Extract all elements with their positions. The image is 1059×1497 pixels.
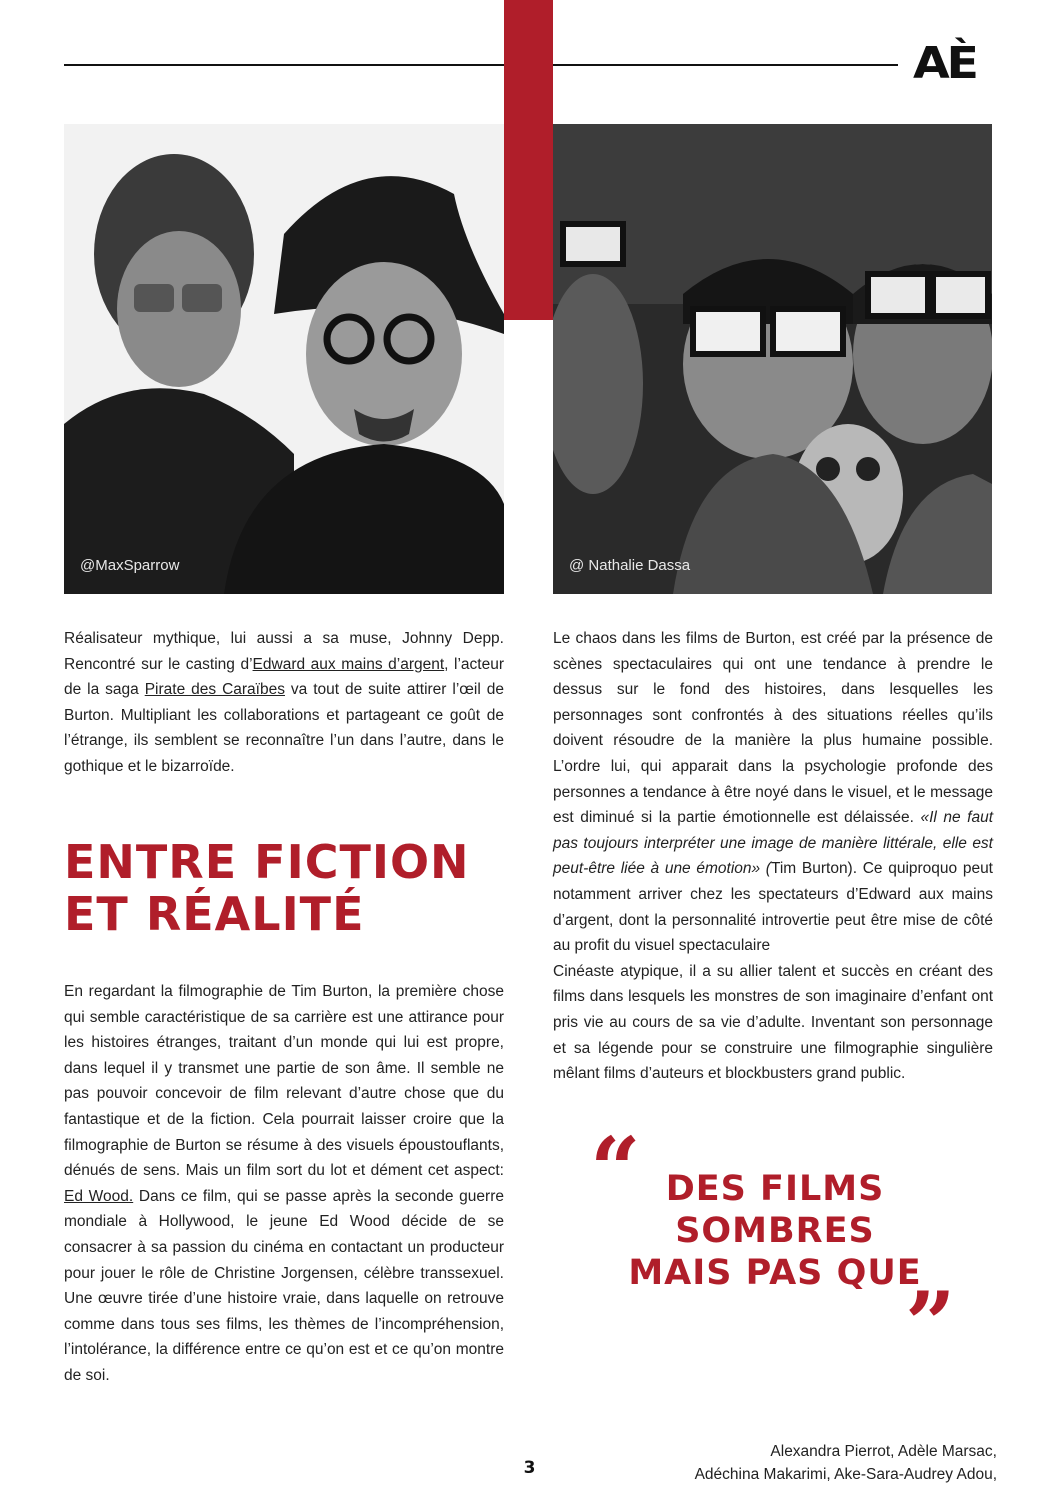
photo-credit: @ Nathalie Dassa <box>569 557 691 574</box>
body-paragraph-left <box>64 979 504 1389</box>
open-quote-mark: “ <box>590 1117 641 1221</box>
heading-line: ENTRE FICTION <box>64 835 470 889</box>
pull-quote-line: MAIS PAS QUE <box>628 1253 922 1293</box>
body-text: En regardant la filmographie de Tim Burton, la première chose qui semble caractéristique de sa carrière est une attirance pour les histoires étranges, traitant d’un monde qui lui est propre, dans lequel il y transmet une partie de son âme. Il semble ne pas pouvoir concevoir de film relevant d’autre chose que du fantastique et de la fiction. Cela pourrait laisser croire que la filmographie de Burton se résume à des visuels époustouflants, dénués de sens. Mais un film sort du lot et dément cet aspect: <box>64 983 504 1180</box>
page-number: 3 <box>523 1458 536 1478</box>
intro-text: va tout de suite attirer l’œil de Burton. Multipliant les collaborations et partageant ce goût de l’étrange, ils semblent se reconnaître l’un dans l’autre, dans le gothique et le bizarroïde. <box>64 681 504 775</box>
close-quote-mark: ” <box>905 1272 956 1376</box>
header-rule-left <box>64 64 504 66</box>
pull-quote-line: DES FILMS <box>665 1169 885 1209</box>
red-accent-bar <box>504 0 553 320</box>
animation-still-photo-icon <box>553 124 992 594</box>
body-paragraph-right <box>553 626 993 1087</box>
photo-burton-depp <box>64 124 504 594</box>
photo-credit: @MaxSparrow <box>80 557 180 574</box>
portrait-photo-icon <box>64 124 504 594</box>
pull-quote-line: SOMBRES <box>675 1211 875 1251</box>
body-text: Le chaos dans les films de Burton, est créé par la présence de scènes spectaculaires qui ont une tendance à prendre le dessus sur le fond des histoires, dans lesquelles les personnages sont confrontés à des situations réelles qu’ils doivent résoudre de la manière la plus humaine possible. L’ordre lui, qui apparait dans la psychologie profonde des personnes a tendance à être noyé dans le visuel, et le message est diminué si la partie émotionnelle est délaissée. <box>553 630 993 827</box>
film-link-edward[interactable]: Edward aux mains d’argent <box>252 655 445 673</box>
intro-text: Réalisateur mythique, lui aussi a sa muse, Johnny Depp. Rencontré sur le casting d’ <box>64 630 504 673</box>
body-text: Cinéaste atypique, il a su allier talent et succès en créant des films dans lesquels les monstres de son imaginaire d’enfant ont pris vie au cours de sa vie d’adulte. Inventant son personnage et sa légende pour se construire une filmographie singulière mêlant films d’auteurs et blockbusters grand public. <box>553 962 993 1083</box>
intro-paragraph <box>64 626 504 780</box>
header-rule-right <box>553 64 898 66</box>
section-heading <box>64 836 504 940</box>
magazine-logo: AÈ <box>913 38 976 89</box>
film-link-pirates[interactable]: Pirate des Caraïbes <box>144 681 285 699</box>
heading-line: ET RÉALITÉ <box>64 887 365 941</box>
photo-frankenweenie <box>553 124 992 594</box>
body-text: Dans ce film, qui se passe après la seconde guerre mondiale à Hollywood, le jeune Ed Wood décide de se consacrer à sa passion du cinéma en contactant un producteur pour jouer le rôle de Christine Jorgensen, célèbre transsexuel. Une œuvre tirée d’une histoire vraie, dans laquelle on retrouve comme dans tous ses films, les thèmes de l’incompréhension, l’intolérance, la différence entre ce qu’on est et ce qu’on montre de soi. <box>64 1187 504 1384</box>
intro-text: , l’acteur de la saga <box>64 655 504 699</box>
author-line: Alexandra Pierrot, Adèle Marsac, <box>770 1443 997 1460</box>
author-line: Adéchina Makarimi, Ake-Sara-Audrey Adou, <box>694 1466 997 1483</box>
film-link-ed-wood[interactable]: Ed Wood. <box>64 1187 134 1205</box>
burton-quote: «Il ne faut pas toujours interpréter une image de manière littérale, elle est peut-être liée à une émotion» ( <box>553 809 993 878</box>
body-text: Tim Burton). Ce quiproquo peut notamment arriver chez les spectateurs d’Edward aux mains d’argent, dont la personnalité introvertie peut être mise de côté au profit du visuel spectaculaire <box>553 860 993 955</box>
